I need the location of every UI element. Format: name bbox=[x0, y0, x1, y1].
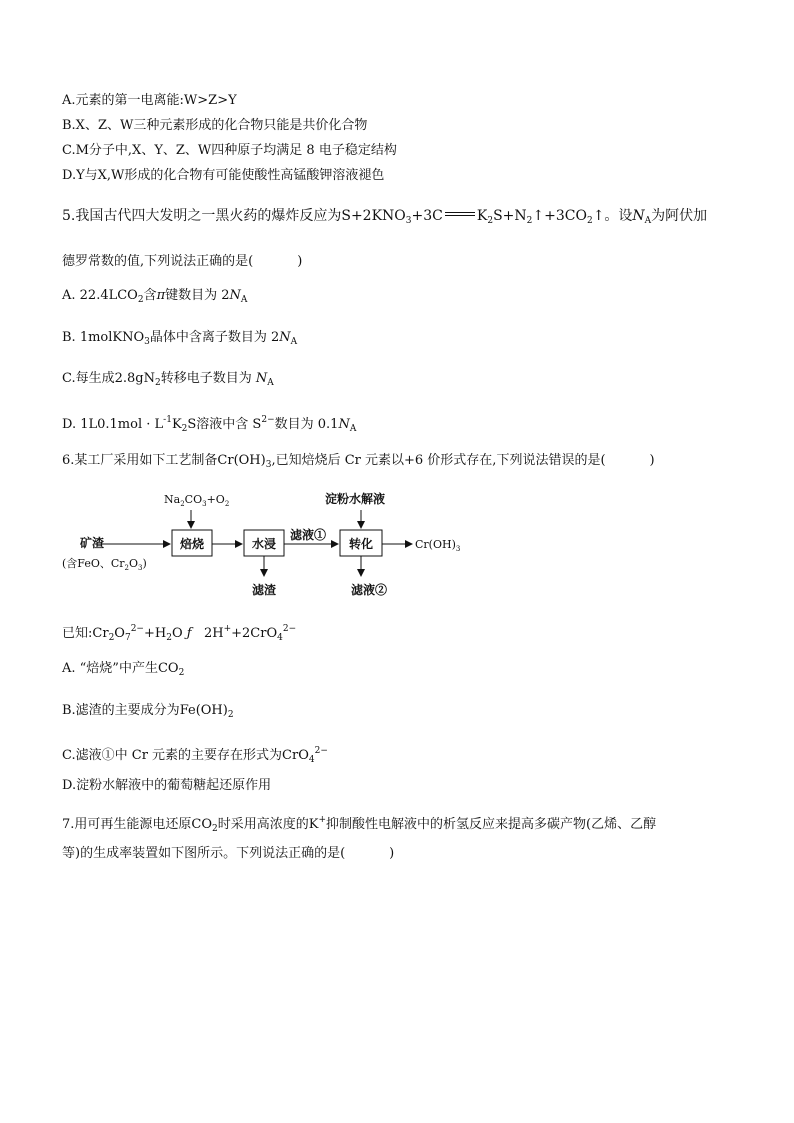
label-filtrate-1: 滤液① bbox=[290, 528, 327, 542]
q6-known-equilibrium: 已知$:Cr_2O_7^{2-}+H_2O$ ƒ 2H++2CrO$_4^{2-}$ bbox=[62, 624, 297, 643]
q6-option-c: C.滤液①中 Cr 元素的主要存在形式为CrO$_4^{2-}$ bbox=[62, 746, 328, 765]
input-slag-composition: (含FeO、$Cr_2O_3$) bbox=[62, 557, 147, 572]
q6-stem: 6.某工厂采用如下工艺制备$Cr(OH)_3$,已知焙烧后 Cr 元素以+6 价形式存在,下列说法错误的是( ) bbox=[62, 453, 655, 470]
product-cr-oh-3: $Cr(OH)_3$ bbox=[415, 538, 461, 553]
q5-option-c: C.每生成$2.8gN_2$转移电子数目为 $N_A$ bbox=[62, 371, 274, 388]
q6-option-a: A. “焙烧”中产生$CO_2$ bbox=[62, 661, 185, 678]
equals-sign-icon bbox=[445, 212, 475, 216]
q4-option-c: C.M分子中,X、Y、Z、W四种原子均满足 8 电子稳定结构 bbox=[62, 143, 397, 158]
svg-text:水浸: 水浸 bbox=[251, 537, 277, 551]
process-flow-diagram bbox=[60, 486, 480, 606]
q4-option-a: A.元素的第一电离能:W>Z>Y bbox=[62, 93, 237, 108]
q5-option-d: D. $1L0.1mol \cdot L^{-1}K_2S$溶液中含 $S^{2-}$数目为 $0.1N_A$ bbox=[62, 415, 357, 434]
svg-text:焙烧: 焙烧 bbox=[179, 537, 205, 551]
q5-option-a: A. $22.4LCO_2$含π键数目为 $2N_A$ bbox=[62, 288, 248, 305]
label-residue: 滤渣 bbox=[251, 583, 277, 597]
q7-stem-line2: 等)的生成率装置如下图所示。下列说法正确的是( ) bbox=[62, 846, 395, 861]
q5-stem-line2: 德罗常数的值,下列说法正确的是( ) bbox=[62, 254, 303, 269]
reagent-starch-hydrolysate: 淀粉水解液 bbox=[325, 492, 386, 506]
q4-option-b: B.X、Z、W三种元素形成的化合物只能是共价化合物 bbox=[62, 118, 368, 133]
q4-option-d: D.Y与X,W形成的化合物有可能使酸性高锰酸钾溶液褪色 bbox=[62, 168, 385, 183]
svg-text:转化: 转化 bbox=[348, 537, 374, 551]
input-slag: 矿渣 bbox=[80, 536, 105, 550]
q6-option-d: D.淀粉水解液中的葡萄糖起还原作用 bbox=[62, 778, 272, 793]
q7-stem: 7.用可再生能源电还原$CO_2$时采用高浓度的K+抑制酸性电解液中的析氢反应来提高多碳产物(乙烯、乙醇 bbox=[62, 815, 657, 834]
label-filtrate-2: 滤液② bbox=[350, 583, 388, 597]
q6-option-b: B.滤渣的主要成分为$Fe(OH)_2$ bbox=[62, 703, 234, 720]
q5-stem: 5.我国古代四大发明之一黑火药的爆炸反应为$S+2KNO_3+3C$ $K_2S+N_2↑+3CO_2↑$。设$N_A$为阿伏加 bbox=[62, 208, 708, 226]
reagent-na2co3-o2: $Na_2CO_3+O_2$ bbox=[164, 493, 230, 508]
q5-option-b: B. 1molKNO$_3$晶体中含离子数目为 $2N_A$ bbox=[62, 330, 298, 347]
q5-equation: $S+2KNO_3+3C$ $K_2S+N_2↑+3CO_2↑$ bbox=[341, 208, 605, 226]
